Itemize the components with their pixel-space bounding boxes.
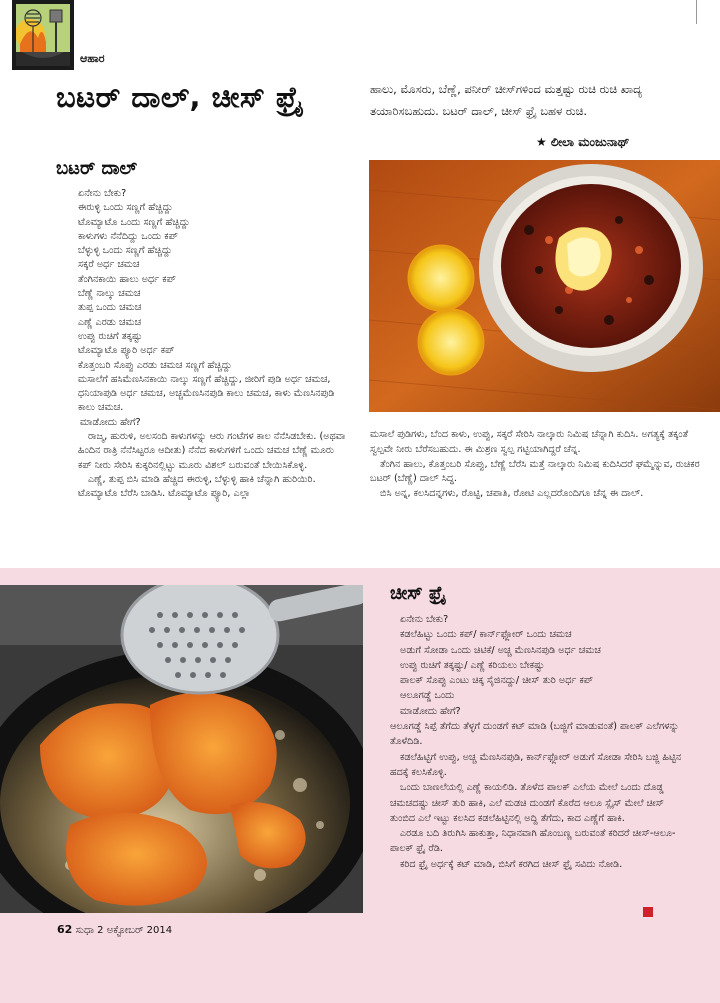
ingredient-item: ಕಡಲೆಹಿಟ್ಟು ಒಂದು ಕಪ್/ ಕಾರ್ನ್‌ಫ್ಲೋರ್ ಒಂದು ಚಮಚ [400, 629, 572, 641]
page-footer [57, 923, 172, 936]
ingredient-item: ಟೊಮ್ಯಾಟೊ ಪ್ಯೂರಿ ಅರ್ಧ ಕಪ್ [78, 345, 175, 357]
ingredient-item: ತುಪ್ಪ ಒಂದು ಚಮಚ [78, 302, 142, 314]
method-paragraph: ಎಣ್ಣೆ, ತುಪ್ಪ ಬಿಸಿ ಮಾಡಿ ಹೆಚ್ಚಿದ ಈರುಳ್ಳಿ, ಬೆಳ್ಳುಳ್ಳಿ ಹಾಕಿ ಚೆನ್ನಾಗಿ ಹುರಿಯಿರಿ. ಟೊಮ್ಯಾಟೊ ಬೆರೆಸಿ ಬಾಡಿಸಿ. ಟೊಮ್ಯಾಟೊ ಪ್ಯೂರಿ, ಎಲ್ಲಾ [78, 473, 316, 500]
author-byline: ★ ಲೀಲಾ ಮಂಜುನಾಥ್ [536, 135, 630, 149]
end-of-article-mark [643, 907, 653, 917]
ingredient-item: ಬೆಣ್ಣೆ ನಾಲ್ಕು ಚಮಚ [78, 288, 141, 300]
ingredient-item: ಟೊಮ್ಯಾಟೊ ಒಂದು ಸಣ್ಣಗೆ ಹೆಚ್ಚಿದ್ದು [78, 216, 190, 228]
ingredient-item: ಪಾಲಕ್ ಸೊಪ್ಪು ಎಂಟು ಚಿಕ್ಕ ಸೈಜಿನದ್ದು/ ಚೀಸ್ ತುರಿ ಅರ್ಧ ಕಪ್ [400, 675, 594, 687]
ingredient-item: ಕೊತ್ತಂಬರಿ ಸೊಪ್ಪು ಎರಡು ಚಮಚ ಸಣ್ಣಗೆ ಹೆಚ್ಚಿದ್ದು [78, 359, 232, 371]
section-label: ಆಹಾರ [80, 52, 105, 65]
method-paragraph: ತೆಂಗಿನ ಹಾಲು, ಕೊತ್ತಂಬರಿ ಸೊಪ್ಪು, ಬೆಣ್ಣೆ ಬೆರೆಸಿ ಮತ್ತೆ ನಾಲ್ಕಾರು ನಿಮಿಷ ಕುದಿಸಿದರೆ ಘಮ್ಮೆನ್ನುವ, ರುಚಿಕರ ಬಟರ್ (ಬೆಣ್ಣೆ) ದಾಲ್ ಸಿದ್ಧ. [370, 458, 700, 485]
ingredient-item: ಈರುಳ್ಳಿ ಒಂದು ಸಣ್ಣಗೆ ಹೆಚ್ಚಿದ್ದು [78, 202, 173, 214]
ingredient-item: ಸಕ್ಕರೆ ಅರ್ಧ ಚಮಚ [78, 259, 140, 271]
magazine-issue: ಸುಧಾ 2 ಅಕ್ಟೋಬರ್ 2014 [75, 925, 173, 936]
ingredient-item: ಬೆಳ್ಳುಳ್ಳಿ ಒಂದು ಸಣ್ಣಗೆ ಹೆಚ್ಚಿದ್ದು [78, 245, 173, 257]
needs-heading: ಏನೇನು ಬೇಕು? [78, 188, 127, 199]
recipe1-continuation [370, 428, 700, 502]
intro-paragraph: ಹಾಲು, ಮೊಸರು, ಬೆಣ್ಣೆ, ಪನೀರ್ ಚೀಸ್‌ಗಳಿಂದ ಮತ್ತಷ್ಟು ರುಚಿ ರುಚಿ ಖಾದ್ಯ ತಯಾರಿಸಬಹುದು. ಬಟರ್ ದಾಲ್, ಚೀಸ್ ಫ್ರೈ ಬಹಳ ರುಚಿ. [370, 82, 643, 118]
method-paragraph: ರಾಜ್ಮ, ಹುರುಳಿ, ಅಲಸಂದಿ ಕಾಳುಗಳನ್ನು ಆರು ಗಂಟೆಗಳ ಕಾಲ ನೆನೆಸಿಡಬೇಕು. (ಅಥವಾ ಹಿಂದಿನ ರಾತ್ರಿ ನೆನೆಸಿಟ್ಟರೂ ಆದೀತು) ನೆನೆದ ಕಾಳುಗಳಿಗೆ ಒಂದು ಚಮಚ ಬೆಣ್ಣೆ ಮೂರು ಕಪ್ ನೀರು ಸೇರಿಸಿ ಕುಕ್ಕರಿನಲ್ಲಿಟ್ಟು ಮೂರು ವಿಶಲ್ ಬರುವಂತೆ ಬೇಯಿಸಿಕೊಳ್ಳಿ. [78, 431, 346, 471]
method-paragraph: ಕರಿದ ಫ್ರೈ ಅರ್ಧಕ್ಕೆ ಕಟ್ ಮಾಡಿ, ಬಿಸಿಗೆ ಕರಗಿದ ಚೀಸ್ ಫ್ರೈ ಸವಿದು ನೋಡಿ. [400, 858, 623, 870]
spice-paragraph: ಮಸಾಲೆಗೆ ಹಸಿಮೆಣಸಿನಕಾಯಿ ನಾಲ್ಕು ಸಣ್ಣಗೆ ಹೆಚ್ಚಿದ್ದು, ಜೀರಿಗೆ ಪುಡಿ ಅರ್ಧ ಚಮಚ, ಧನಿಯಾಪುಡಿ ಅರ್ಧ ಚಮಚ, ಅಚ್ಚಮೆಣಸಿನಪುಡಿ ಕಾಲು ಚಮಚ, ಕಾಳು ಮೆಣಸಿನಪುಡಿ ಕಾಲು ಚಮಚ. [78, 373, 335, 414]
ingredient-item: ಉಪ್ಪು ರುಚಿಗೆ ತಕ್ಕಷ್ಟು/ ಎಣ್ಣೆ ಕರಿಯಲು ಬೇಕಷ್ಟು [400, 659, 545, 671]
method-paragraph: ಮಸಾಲೆ ಪುಡಿಗಳು, ಬೆಂದ ಕಾಳು, ಉಪ್ಪು, ಸಕ್ಕರೆ ಸೇರಿಸಿ ನಾಲ್ಕಾರು ನಿಮಿಷ ಚೆನ್ನಾಗಿ ಕುದಿಸಿ. ಅಗತ್ಯಕ್ಕೆ ತಕ್ಕಂತೆ ಸ್ವಲ್ಪವೇ ನೀರು ಬೆರೆಸಬಹುದು. ಈ ಮಿಶ್ರಣ ಸ್ವಲ್ಪ ಗಟ್ಟಿಯಾಗಿದ್ದರೆ ಚೆನ್ನ. [370, 429, 689, 455]
method-paragraph: ಕಡಲೆಹಿಟ್ಟಿಗೆ ಉಪ್ಪು, ಅಚ್ಚ ಮೆಣಸಿನಪುಡಿ, ಕಾರ್ನ್‌ಫ್ಲೋರ್ ಅಡುಗೆ ಸೋಡಾ ಸೇರಿಸಿ ಬಜ್ಜಿ ಹಿಟ್ಟಿನ ಹದಕ್ಕೆ ಕಲಸಿಕೊಳ್ಳಿ. [390, 751, 682, 778]
cheese-fry-photo [0, 585, 363, 913]
ingredient-item: ಆಲೂಗಡ್ಡೆ ಒಂದು [400, 690, 455, 702]
food-utensils-logo-icon [12, 0, 74, 70]
page-title: ಬಟರ್ ದಾಲ್, ಚೀಸ್ ಫ್ರೈ [56, 80, 304, 114]
page-number: 62 [57, 923, 73, 936]
method-paragraph: ಒಂದು ಬಾಣಲೆಯಲ್ಲಿ ಎಣ್ಣೆ ಕಾಯಲಿಡಿ. ತೊಳೆದ ಪಾಲಕ್ ಎಲೆಯ ಮೇಲೆ ಒಂದು ದೊಡ್ಡ ಚಮಚದಷ್ಟು ಚೀಸ್ ತುರಿ ಹಾಕಿ, ಎಲೆ ಮಡಚಿ ದುಂಡಗೆ ಕೊರೆದ ಆಲೂ ಸ್ಲೈಸ್ ಮೇಲೆ ಚೀಸ್ ತುಂಬಿದ ಎಲೆ ಇಟ್ಟು ಕಲಸಿದ ಕಡಲೆಹಿಟ್ಟಿನಲ್ಲಿ ಅದ್ದಿ ತೆಗೆದು, ಕಾದ ಎಣ್ಣೆಗೆ ಹಾಕಿ. [390, 782, 664, 824]
method-heading: ಮಾಡೋದು ಹೇಗೆ? [80, 416, 141, 428]
ingredient-item: ಅಡುಗೆ ಸೋಡಾ ಒಂದು ಚಿಟಿಕೆ/ ಅಚ್ಚ ಮೆಣಸಿನಪುಡಿ ಅರ್ಧ ಚಮಚ [400, 644, 601, 656]
ingredient-item: ತೆಂಗಿನಕಾಯಿ ಹಾಲು ಅರ್ಧ ಕಪ್ [78, 273, 176, 285]
ingredient-item: ಎಣ್ಣೆ ಎರಡು ಚಮಚ [78, 316, 142, 328]
crop-mark [696, 0, 697, 24]
ingredient-item: ಕಾಳುಗಳು ನೆನೆದಿದ್ದು ಒಂದು ಕಪ್ [78, 230, 178, 242]
method-heading: ಮಾಡೋದು ಹೇಗೆ? [400, 705, 461, 717]
recipe1-title: ಬಟರ್ ದಾಲ್ [56, 158, 138, 179]
recipe2-body [390, 612, 690, 872]
needs-heading: ಏನೇನು ಬೇಕು? [400, 614, 449, 625]
recipe2-title: ಚೀಸ್ ಫ್ರೈ [390, 583, 446, 604]
ingredient-item: ಉಪ್ಪು ರುಚಿಗೆ ತಕ್ಕಷ್ಟು [78, 330, 143, 342]
method-paragraph: ಬಿಸಿ ಅನ್ನ, ಕಲಸಿದನ್ನಗಳು, ರೊಟ್ಟಿ, ಚಪಾತಿ, ರೋಟಿ ಎಲ್ಲದರೊಂದಿಗೂ ಚೆನ್ನ ಈ ದಾಲ್. [380, 488, 644, 500]
method-paragraph: ಆಲೂಗಡ್ಡೆ ಸಿಪ್ಪೆ ತೆಗೆದು ತೆಳ್ಳಗೆ ದುಂಡಗೆ ಕಟ್ ಮಾಡಿ (ಬಜ್ಜಿಗೆ ಮಾಡುವಂತೆ) ಪಾಲಕ್ ಎಲೆಗಳನ್ನು ತೊಳೆದಿಡಿ. [390, 721, 680, 748]
butter-dal-photo [369, 160, 720, 412]
method-paragraph: ಎರಡೂ ಬದಿ ತಿರುಗಿಸಿ ಹಾಕುತ್ತಾ, ನಿಧಾನವಾಗಿ ಹೊಂಬಣ್ಣ ಬರುವಂತೆ ಕರಿದರೆ ಚೀಸ್-ಆಲೂ-ಪಾಲಕ್ ಫ್ರೈ ರೆಡಿ. [390, 828, 676, 855]
recipe1-body [56, 187, 346, 502]
